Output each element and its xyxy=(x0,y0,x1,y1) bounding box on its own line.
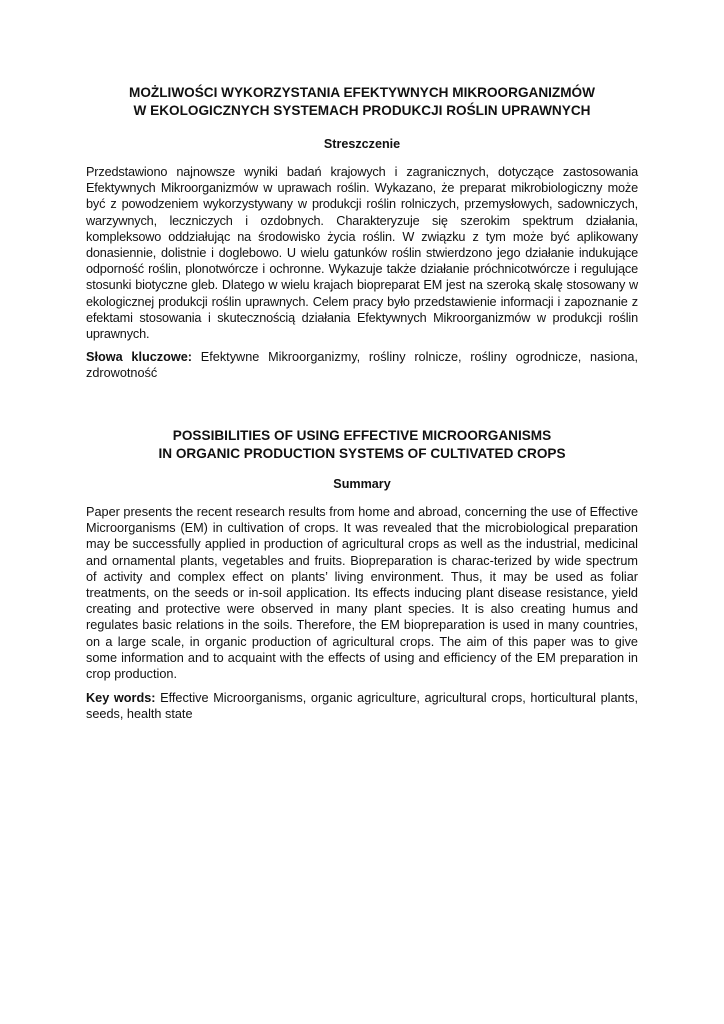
polish-keywords-label: Słowa kluczowe: xyxy=(86,350,193,364)
polish-section-heading-wrap xyxy=(86,136,638,152)
english-title xyxy=(86,427,638,463)
english-abstract-wrap xyxy=(86,504,638,682)
polish-keywords xyxy=(86,349,638,381)
polish-title xyxy=(86,84,638,120)
polish-keywords-text: Efektywne Mikroorganizmy, rośliny rolnicze, rośliny ogrodnicze, nasiona, zdrowotność xyxy=(86,350,639,381)
polish-abstract: Przedstawiono najnowsze wyniki badań krajowych i zagranicznych, dotyczące zastosowania Efektywnych Mikroorganizmów w uprawach roślin. Wykazano, że preparat mikrobiologiczny może być z powodzeniem wykorzystywany w produkcji roślin rolniczych, przemysłowych, sadowniczych, warzywnych, leczniczych i ozdobnych. Charakteryzuje się szerokim spektrum działania, kompleksowo oddziałując na środowisko życia roślin. W związku z tym może być aplikowany donasiennie, dolistnie i doglebowo. U wielu gatunków roślin stwierdzono jego działanie indukujące odporność roślin, plonotwórcze i ochronne. Wykazuje także działanie próchnicotwórcze i regulujące stosunki biotyczne gleb. Dlatego w wielu krajach biopreparat EM jest na szeroką skalę stosowany w ekologicznej produkcji roślin uprawnych. Celem pracy było przedstawienie informacji i zapoznanie z efektami stosowania i skutecznością działania Efektywnych Mikroorganizmów w produkcji roślin uprawnych. xyxy=(86,165,638,342)
english-abstract: Paper presents the recent research results from home and abroad, concerning the use of Effective Microorganisms (EM) in cultivation of crops. It was revealed that the microbiological preparation may be successfully applied in production of agricultural crops as well as the industrial, medicinal and ornamental plants, vegetables and fruits. Biopreparation is charac-terized by wide spectrum of activity and complex effect on plants’ living environment. Thus, it may be used as foliar treatments, on the seeds or in-soil application. Its effects inducing plant disease resistance, yield creating and protective were observed in many plant species. It is also creating humus and regulates basic relations in the soils. Therefore, the EM biopreparation is used in many countries, on a large scale, in organic production of agricultural crops. The aim of this paper was to give some information and to acquaint with the effects of using and efficiency of the EM preparation in crop production. xyxy=(86,505,638,682)
english-title-line2: IN ORGANIC PRODUCTION SYSTEMS OF CULTIVATED CROPS xyxy=(158,446,566,461)
english-keywords xyxy=(86,690,638,722)
english-title-line1: POSSIBILITIES OF USING EFFECTIVE MICROORGANISMS xyxy=(172,428,552,443)
english-section-heading: Summary xyxy=(333,477,391,491)
english-section-heading-wrap xyxy=(86,476,638,492)
polish-title-line1: MOŻLIWOŚCI WYKORZYSTANIA EFEKTYWNYCH MIKROORGANIZMÓW xyxy=(129,85,595,100)
polish-section-heading: Streszczenie xyxy=(323,137,401,151)
english-keywords-label: Key words: xyxy=(86,691,156,705)
polish-title-line2: W EKOLOGICZNYCH SYSTEMACH PRODUKCJI ROŚLIN UPRAWNYCH xyxy=(133,103,591,118)
english-keywords-text: Effective Microorganisms, organic agriculture, agricultural crops, horticultural plants, seeds, health state xyxy=(86,691,639,722)
polish-abstract-wrap xyxy=(86,164,638,342)
